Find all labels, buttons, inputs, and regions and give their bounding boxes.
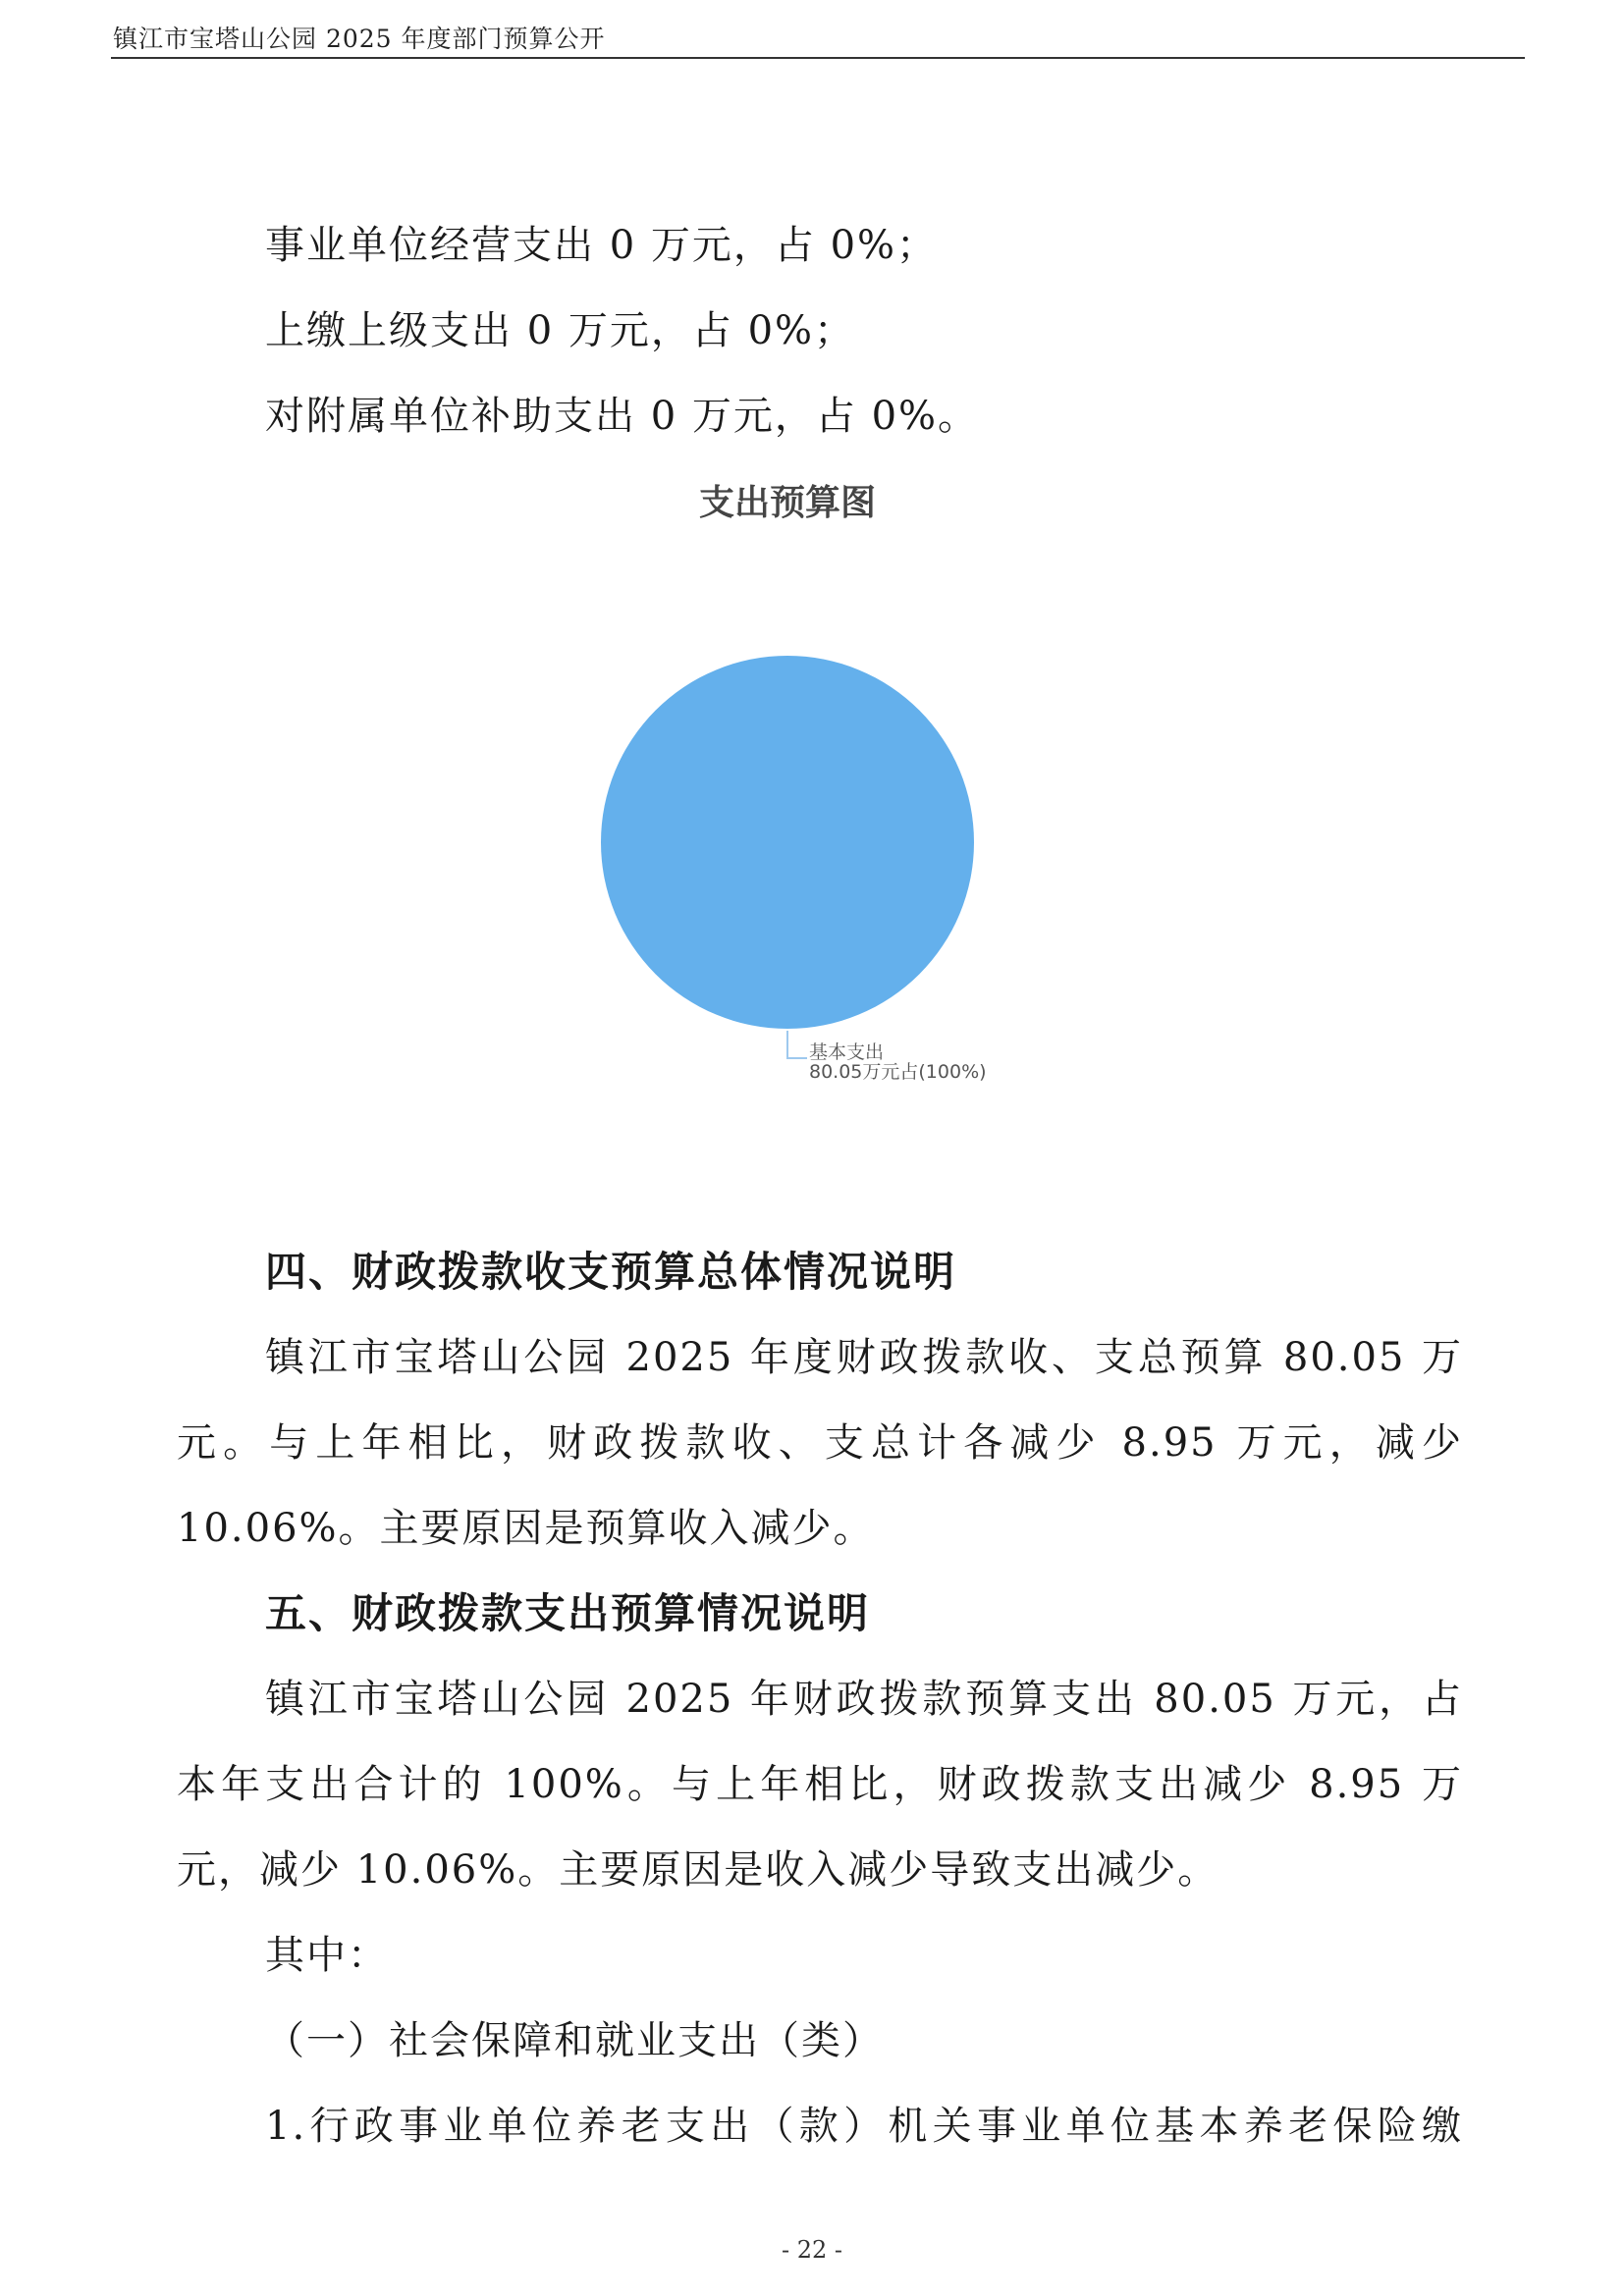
section5-heading: 五、财政拨款支出预算情况说明	[265, 1589, 871, 1637]
section4-line-2: 元。与上年相比，财政拨款收、支总计各减少 8.95 万元，减少	[177, 1420, 1463, 1466]
section4-heading: 四、财政拨款收支预算总体情况说明	[265, 1248, 957, 1296]
section5-line-1: 镇江市宝塔山公园 2025 年财政拨款预算支出 80.05 万元，占	[265, 1677, 1463, 1722]
pie-chart	[569, 628, 1060, 1090]
header-rule	[111, 57, 1525, 59]
page-number: - 22 -	[781, 2236, 842, 2264]
document-header: 镇江市宝塔山公园 2025 年度部门预算公开	[113, 25, 606, 53]
intro-line-1: 事业单位经营支出 0 万元，占 0%；	[265, 223, 939, 268]
pie-label-value: 80.05万元占(100%)	[809, 1061, 987, 1083]
intro-line-3: 对附属单位补助支出 0 万元，占 0%。	[265, 394, 980, 439]
pie-slice-basic-expenditure	[601, 656, 974, 1029]
section4-line-3: 10.06%。主要原因是预算收入减少。	[177, 1506, 875, 1551]
intro-line-2: 上缴上级支出 0 万元，占 0%；	[265, 308, 856, 353]
chart-title: 支出预算图	[698, 483, 876, 523]
section5-line-2: 本年支出合计的 100%。与上年相比，财政拨款支出减少 8.95 万	[177, 1762, 1463, 1807]
section4-line-1: 镇江市宝塔山公园 2025 年度财政拨款收、支总预算 80.05 万	[265, 1335, 1463, 1380]
section5-sub-category: （一）社会保障和就业支出（类）	[265, 2018, 884, 2063]
section5-sub-intro: 其中：	[265, 1933, 389, 1978]
section5-line-3: 元，减少 10.06%。主要原因是收入减少导致支出减少。	[177, 1847, 1219, 1893]
pie-leader-line	[787, 1031, 807, 1058]
pie-label-name: 基本支出	[809, 1041, 885, 1063]
section5-item-1: 1.行政事业单位养老支出（款）机关事业单位基本养老保险缴	[265, 2104, 1463, 2149]
